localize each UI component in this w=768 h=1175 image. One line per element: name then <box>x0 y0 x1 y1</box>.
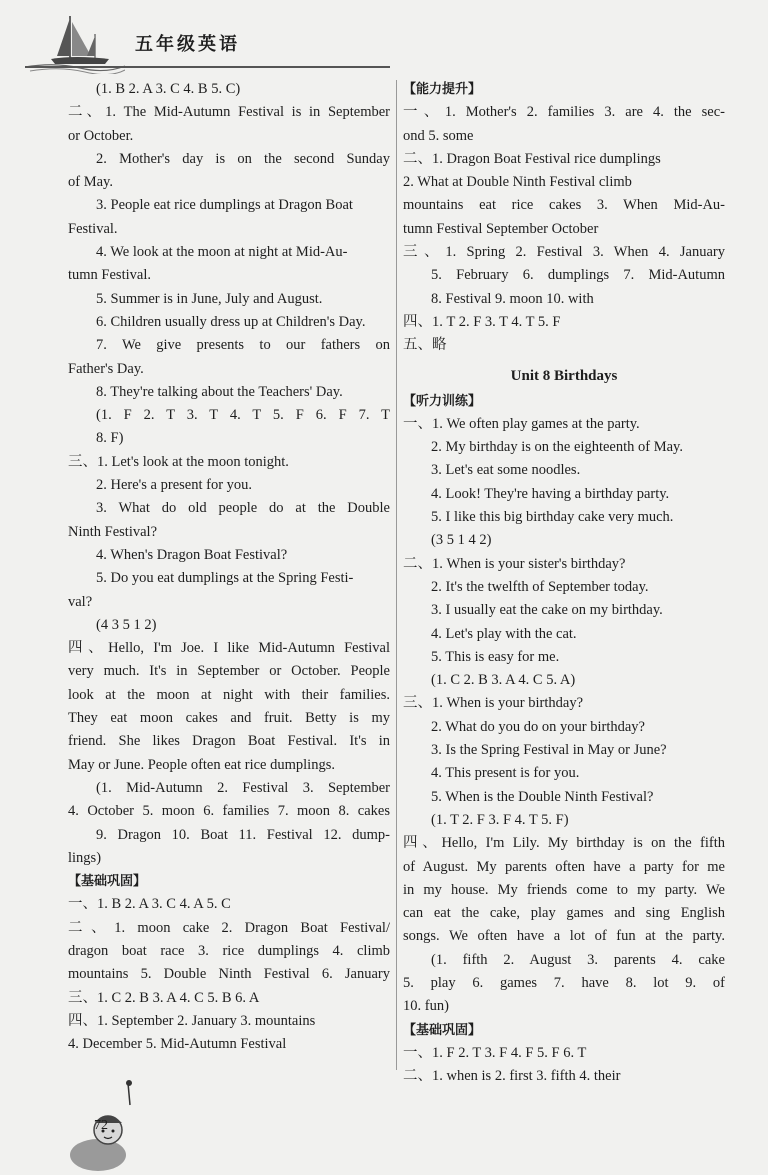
unit-title: Unit 8 Birthdays <box>510 367 618 384</box>
answer-line: 4. December 5. Mid-Autumn Festival <box>68 1036 287 1053</box>
answer-line: 2. It's the twelfth of September today. <box>431 578 649 595</box>
left-answer-column <box>68 78 390 1056</box>
answer-line: 3. What do old people do at the Double <box>96 500 390 517</box>
answer-line: 7. We give presents to our fathers on <box>96 337 390 354</box>
answer-line: 5. Do you eat dumplings at the Spring Festi- <box>96 570 354 587</box>
answer-line: in my house. My friends come to my party. We <box>403 881 725 898</box>
answer-line: tumn Festival. <box>68 267 151 284</box>
answer-line: songs. We often have a lot of fun at the party. <box>403 928 725 945</box>
answer-line: 2. My birthday is on the eighteenth of May. <box>431 439 683 456</box>
answer-line: 8. They're talking about the Teachers' Day. <box>96 383 343 400</box>
answer-line: 5. I like this big birthday cake very much. <box>431 509 674 526</box>
header-divider <box>25 66 390 68</box>
answer-line: Father's Day. <box>68 360 144 377</box>
answer-line: (1. C 2. B 3. A 4. C 5. A) <box>431 672 576 689</box>
answer-line: (3 5 1 4 2) <box>431 532 492 549</box>
answer-line: 9. Dragon 10. Boat 11. Festival 12. dump- <box>96 826 390 843</box>
answer-line: tumn Festival September October <box>403 220 599 237</box>
answer-line: 4. When's Dragon Boat Festival? <box>96 546 288 563</box>
answer-line: 四、1. T 2. F 3. T 4. T 5. F <box>403 313 561 330</box>
answer-line: of May. <box>68 174 113 191</box>
answer-line: val? <box>68 593 93 610</box>
answer-line: 2. What do you do on your birthday? <box>431 718 645 735</box>
answer-line: 4. This present is for you. <box>431 765 580 782</box>
answer-line: 4. We look at the moon at night at Mid-Au- <box>96 244 348 261</box>
answer-line: 一、1. B 2. A 3. C 4. A 5. C <box>68 896 231 913</box>
answer-line: 二、1. When is your sister's birthday? <box>403 555 626 572</box>
answer-line: dragon boat race 3. rice dumplings 4. climb <box>68 942 390 959</box>
answer-line: 3. Let's eat some noodles. <box>431 462 581 479</box>
answer-line: or October. <box>68 127 134 144</box>
answer-line: 3. I usually eat the cake on my birthday. <box>431 602 663 619</box>
answer-line: Festival. <box>68 220 118 237</box>
answer-line: 三、1. When is your birthday? <box>403 695 584 712</box>
answer-line: 三、1. Spring 2. Festival 3. When 4. January <box>403 244 725 261</box>
answer-line: 3. People eat rice dumplings at Dragon Boat <box>96 197 353 214</box>
answer-line: They eat moon cakes and fruit. Betty is my <box>68 710 390 727</box>
answer-line: 二、1. when is 2. first 3. fifth 4. their <box>403 1068 621 1085</box>
answer-line: 8. F) <box>96 430 124 447</box>
answer-line: 6. Children usually dress up at Children's Day. <box>96 313 366 330</box>
answer-line: 2. What at Double Ninth Festival climb <box>403 174 632 191</box>
answer-line: 4. Look! They're having a birthday party. <box>431 485 670 502</box>
sailboat-logo-icon <box>25 12 125 74</box>
answer-line: 4. Let's play with the cat. <box>431 625 577 642</box>
answer-line: mountains eat rice cakes 3. When Mid-Au- <box>403 197 725 214</box>
answer-line: 2. Mother's day is on the second Sunday <box>96 150 390 167</box>
page-number-text: 72 <box>94 1118 108 1133</box>
page-header <box>0 0 768 80</box>
answer-line: 三、1. C 2. B 3. A 4. C 5. B 6. A <box>68 989 260 1006</box>
answer-line: 4. October 5. moon 6. families 7. moon 8. cakes <box>68 803 390 820</box>
answer-line: 8. Festival 9. moon 10. with <box>431 290 594 307</box>
answer-line: 5. play 6. games 7. have 8. lot 9. of <box>403 974 725 991</box>
answer-line: 3. Is the Spring Festival in May or June? <box>431 742 667 759</box>
answer-line: can eat the cake, play games and sing English <box>403 905 725 922</box>
answer-line: mountains 5. Double Ninth Festival 6. January <box>68 966 390 983</box>
section-heading: 【能力提升】 <box>403 82 482 97</box>
book-title: 五年级英语 <box>135 34 240 55</box>
answer-line: (1. B 2. A 3. C 4. B 5. C) <box>96 81 241 97</box>
answer-line: 四、Hello, I'm Lily. My birthday is on the fifth <box>403 835 725 852</box>
right-answer-column <box>403 78 725 1088</box>
answer-line: (1. fifth 2. August 3. parents 4. cake <box>431 951 725 968</box>
answer-line: lings) <box>68 849 102 866</box>
section-heading: 【基础巩固】 <box>403 1022 482 1038</box>
answer-line: 五、略 <box>403 337 447 354</box>
section-heading: 【听力训练】 <box>403 393 482 409</box>
answer-line: 二、1. Dragon Boat Festival rice dumplings <box>403 150 661 167</box>
answer-line: 一、1. F 2. T 3. F 4. F 5. F 6. T <box>403 1044 587 1061</box>
answer-line: of August. My parents often have a party for me <box>403 858 725 875</box>
answer-line: 10. fun) <box>403 998 449 1015</box>
answer-line: Ninth Festival? <box>68 523 158 540</box>
answer-line: May or June. People often eat rice dumplings. <box>68 756 335 773</box>
answer-line: 5. This is easy for me. <box>431 648 560 665</box>
answer-line: 四、Hello, I'm Joe. I like Mid-Autumn Festival <box>68 640 390 657</box>
answer-line: friend. She likes Dragon Boat Festival. It's in <box>68 733 390 750</box>
answer-line: 5. Summer is in June, July and August. <box>96 290 323 307</box>
answer-line: 一、1. We often play games at the party. <box>403 415 640 432</box>
page-number <box>72 1112 122 1150</box>
answer-line: 二、1. The Mid-Autumn Festival is in September <box>68 104 390 121</box>
answer-line: 三、1. Let's look at the moon tonight. <box>68 453 289 470</box>
answer-line: look at the moon at night with their families. <box>68 686 390 703</box>
answer-line: 二、1. moon cake 2. Dragon Boat Festival/ <box>68 919 390 936</box>
answer-line: 5. When is the Double Ninth Festival? <box>431 788 654 805</box>
answer-line: 四、1. September 2. January 3. mountains <box>68 1012 316 1029</box>
answer-line: (1. Mid-Autumn 2. Festival 3. September <box>96 779 390 796</box>
answer-line: 5. February 6. dumplings 7. Mid-Autumn <box>431 267 725 284</box>
answer-line: ond 5. some <box>403 127 474 144</box>
section-heading: 【基础巩固】 <box>68 874 147 890</box>
answer-line: (1. T 2. F 3. F 4. T 5. F) <box>431 811 569 828</box>
answer-line: 一、1. Mother's 2. families 3. are 4. the sec- <box>403 104 725 121</box>
answer-line: very much. It's in September or October. People <box>68 663 390 680</box>
column-divider <box>396 80 397 1070</box>
answer-line: (4 3 5 1 2) <box>96 616 157 633</box>
answer-line: (1. F 2. T 3. T 4. T 5. F 6. F 7. T <box>96 407 390 424</box>
answer-line: 2. Here's a present for you. <box>96 477 253 494</box>
